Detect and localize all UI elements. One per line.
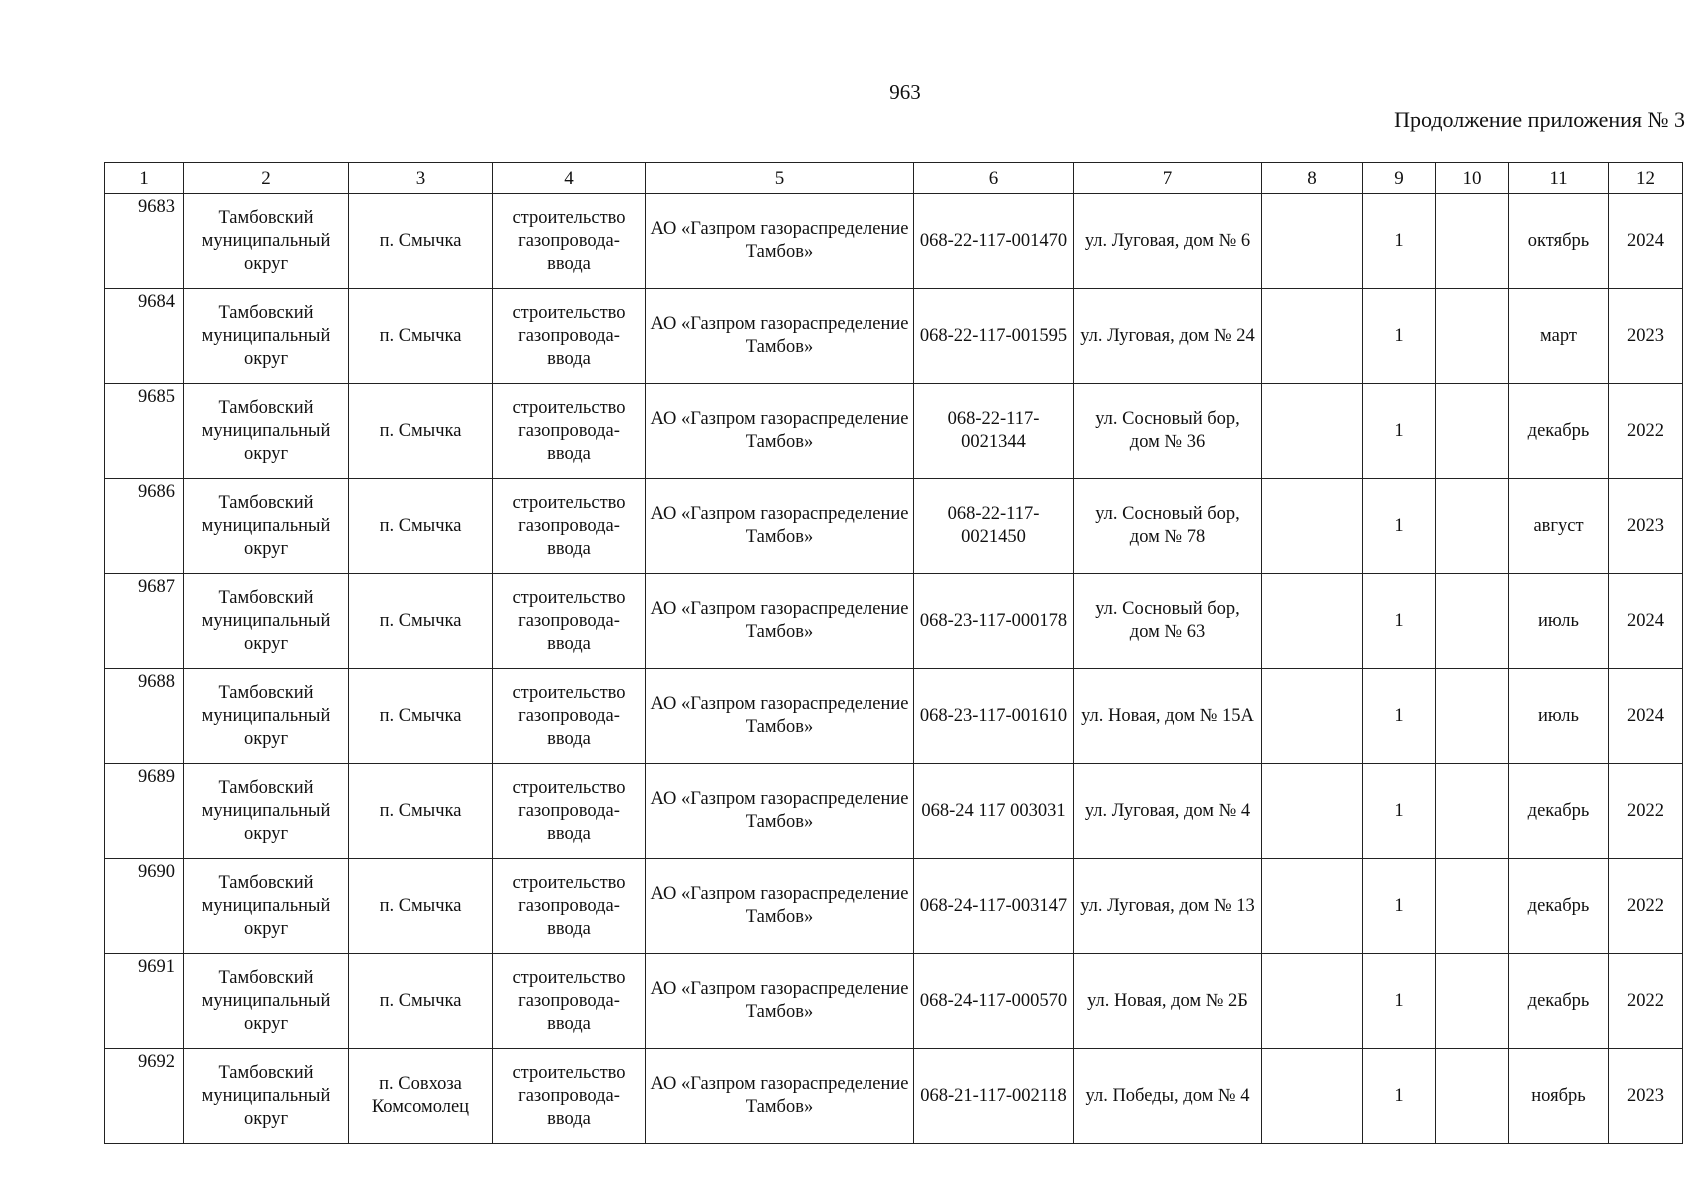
cell-quantity: 1 [1363,1049,1436,1144]
cell-settlement: п. Смычка [349,764,493,859]
cell-row-number: 9685 [105,384,184,479]
cell-column-10 [1436,384,1509,479]
cell-year: 2023 [1609,479,1683,574]
cell-row-number: 9689 [105,764,184,859]
cell-column-10 [1436,479,1509,574]
cell-organization: АО «Газпром газораспределение Тамбов» [646,859,914,954]
cell-column-10 [1436,194,1509,289]
column-header-10: 10 [1436,163,1509,194]
cell-organization: АО «Газпром газораспределение Тамбов» [646,669,914,764]
page-number: 963 [889,80,921,104]
cell-column-8 [1262,764,1363,859]
cell-month: декабрь [1509,954,1609,1049]
cell-address: ул. Сосновый бор, дом № 63 [1074,574,1262,669]
cell-quantity: 1 [1363,764,1436,859]
cell-work-type: строительство газопровода-ввода [493,669,646,764]
cell-district: Тамбовский муниципальный округ [184,859,349,954]
cell-year: 2024 [1609,194,1683,289]
cell-record-code: 068-24 117 003031 [914,764,1074,859]
table-row [105,669,1683,764]
cell-record-code: 068-22-117-0021344 [914,384,1074,479]
cell-record-code: 068-22-117-001595 [914,289,1074,384]
cell-year: 2024 [1609,669,1683,764]
cell-quantity: 1 [1363,289,1436,384]
cell-column-8 [1262,479,1363,574]
cell-work-type: строительство газопровода-ввода [493,479,646,574]
cell-organization: АО «Газпром газораспределение Тамбов» [646,1049,914,1144]
cell-record-code: 068-21-117-002118 [914,1049,1074,1144]
cell-column-10 [1436,669,1509,764]
cell-work-type: строительство газопровода-ввода [493,954,646,1049]
cell-district: Тамбовский муниципальный округ [184,479,349,574]
cell-month: ноябрь [1509,1049,1609,1144]
cell-column-8 [1262,1049,1363,1144]
cell-month: декабрь [1509,384,1609,479]
cell-settlement: п. Смычка [349,859,493,954]
cell-year: 2023 [1609,289,1683,384]
cell-settlement: п. Смычка [349,384,493,479]
column-header-1: 1 [105,163,184,194]
cell-year: 2022 [1609,384,1683,479]
cell-record-code: 068-23-117-001610 [914,669,1074,764]
cell-column-10 [1436,954,1509,1049]
cell-district: Тамбовский муниципальный округ [184,194,349,289]
cell-record-code: 068-23-117-000178 [914,574,1074,669]
cell-settlement: п. Смычка [349,289,493,384]
cell-row-number: 9686 [105,479,184,574]
table-row [105,479,1683,574]
table-row [105,1049,1683,1144]
cell-month: август [1509,479,1609,574]
cell-record-code: 068-24-117-003147 [914,859,1074,954]
table-row [105,764,1683,859]
appendix-heading: Продолжение приложения № 3 [1394,107,1685,132]
column-header-4: 4 [493,163,646,194]
cell-organization: АО «Газпром газораспределение Тамбов» [646,574,914,669]
cell-organization: АО «Газпром газораспределение Тамбов» [646,289,914,384]
cell-settlement: п. Смычка [349,574,493,669]
cell-year: 2024 [1609,574,1683,669]
cell-row-number: 9688 [105,669,184,764]
cell-column-8 [1262,574,1363,669]
column-header-8: 8 [1262,163,1363,194]
cell-row-number: 9690 [105,859,184,954]
cell-work-type: строительство газопровода-ввода [493,574,646,669]
table-row [105,384,1683,479]
cell-row-number: 9683 [105,194,184,289]
cell-organization: АО «Газпром газораспределение Тамбов» [646,479,914,574]
cell-settlement: п. Смычка [349,954,493,1049]
cell-month: октябрь [1509,194,1609,289]
cell-record-code: 068-22-117-001470 [914,194,1074,289]
cell-address: ул. Сосновый бор, дом № 36 [1074,384,1262,479]
cell-settlement: п. Смычка [349,479,493,574]
cell-column-10 [1436,289,1509,384]
cell-quantity: 1 [1363,479,1436,574]
table-row [105,574,1683,669]
cell-work-type: строительство газопровода-ввода [493,859,646,954]
cell-quantity: 1 [1363,954,1436,1049]
cell-address: ул. Победы, дом № 4 [1074,1049,1262,1144]
cell-quantity: 1 [1363,859,1436,954]
cell-address: ул. Сосновый бор, дом № 78 [1074,479,1262,574]
table-row [105,194,1683,289]
cell-column-8 [1262,669,1363,764]
table-row [105,859,1683,954]
cell-address: ул. Луговая, дом № 24 [1074,289,1262,384]
cell-work-type: строительство газопровода-ввода [493,764,646,859]
column-header-5: 5 [646,163,914,194]
table-row [105,289,1683,384]
cell-column-10 [1436,764,1509,859]
cell-address: ул. Новая, дом № 15А [1074,669,1262,764]
cell-district: Тамбовский муниципальный округ [184,1049,349,1144]
cell-year: 2022 [1609,764,1683,859]
cell-column-8 [1262,954,1363,1049]
cell-organization: АО «Газпром газораспределение Тамбов» [646,764,914,859]
cell-month: июль [1509,574,1609,669]
cell-record-code: 068-22-117-0021450 [914,479,1074,574]
cell-year: 2022 [1609,954,1683,1049]
cell-quantity: 1 [1363,194,1436,289]
cell-month: декабрь [1509,764,1609,859]
table-row [105,954,1683,1049]
cell-column-10 [1436,1049,1509,1144]
cell-settlement: п. Смычка [349,669,493,764]
column-header-2: 2 [184,163,349,194]
cell-quantity: 1 [1363,384,1436,479]
cell-district: Тамбовский муниципальный округ [184,954,349,1049]
cell-organization: АО «Газпром газораспределение Тамбов» [646,954,914,1049]
cell-address: ул. Новая, дом № 2Б [1074,954,1262,1049]
cell-work-type: строительство газопровода-ввода [493,289,646,384]
cell-district: Тамбовский муниципальный округ [184,574,349,669]
table-header [105,163,1683,194]
cell-district: Тамбовский муниципальный округ [184,289,349,384]
cell-address: ул. Луговая, дом № 4 [1074,764,1262,859]
cell-column-8 [1262,859,1363,954]
cell-column-10 [1436,574,1509,669]
cell-address: ул. Луговая, дом № 13 [1074,859,1262,954]
cell-row-number: 9691 [105,954,184,1049]
cell-year: 2022 [1609,859,1683,954]
table-body [105,194,1683,1144]
column-header-9: 9 [1363,163,1436,194]
cell-district: Тамбовский муниципальный округ [184,384,349,479]
cell-month: март [1509,289,1609,384]
cell-settlement: п. Смычка [349,194,493,289]
cell-year: 2023 [1609,1049,1683,1144]
appendix-table [104,162,1683,1144]
cell-settlement: п. Совхоза Комсомолец [349,1049,493,1144]
cell-column-8 [1262,289,1363,384]
cell-work-type: строительство газопровода-ввода [493,194,646,289]
column-header-6: 6 [914,163,1074,194]
cell-row-number: 9684 [105,289,184,384]
scan-margin-edge [0,0,4,1200]
cell-organization: АО «Газпром газораспределение Тамбов» [646,384,914,479]
cell-district: Тамбовский муниципальный округ [184,669,349,764]
cell-row-number: 9692 [105,1049,184,1144]
cell-row-number: 9687 [105,574,184,669]
cell-work-type: строительство газопровода-ввода [493,1049,646,1144]
cell-district: Тамбовский муниципальный округ [184,764,349,859]
cell-column-10 [1436,859,1509,954]
column-header-7: 7 [1074,163,1262,194]
cell-column-8 [1262,194,1363,289]
cell-month: июль [1509,669,1609,764]
cell-month: декабрь [1509,859,1609,954]
cell-column-8 [1262,384,1363,479]
column-header-3: 3 [349,163,493,194]
cell-work-type: строительство газопровода-ввода [493,384,646,479]
cell-record-code: 068-24-117-000570 [914,954,1074,1049]
cell-quantity: 1 [1363,574,1436,669]
cell-organization: АО «Газпром газораспределение Тамбов» [646,194,914,289]
cell-quantity: 1 [1363,669,1436,764]
header-row [105,163,1683,194]
column-header-12: 12 [1609,163,1683,194]
cell-address: ул. Луговая, дом № 6 [1074,194,1262,289]
column-header-11: 11 [1509,163,1609,194]
